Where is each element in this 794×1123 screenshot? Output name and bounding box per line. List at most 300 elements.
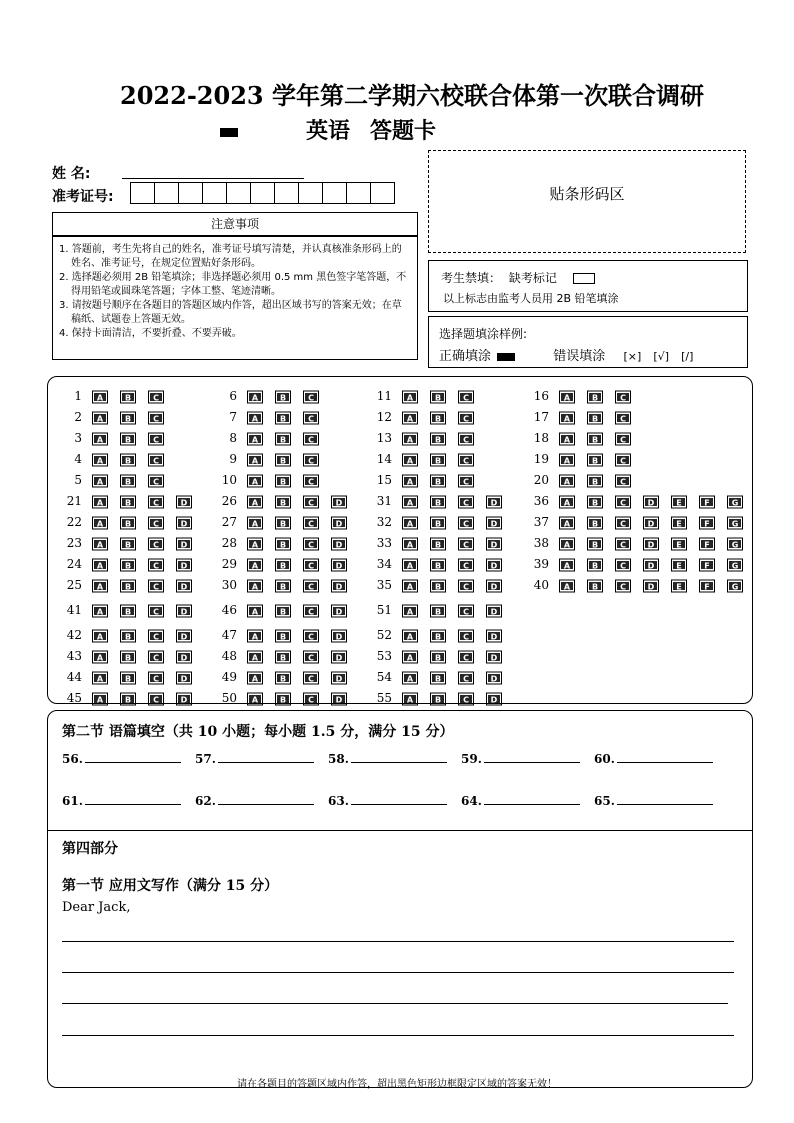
answer-bubble-c[interactable] (458, 411, 474, 425)
question-55 (370, 691, 514, 706)
answer-bubble-c[interactable] (615, 537, 631, 551)
answer-bubble-b[interactable] (275, 604, 291, 618)
answer-bubble-b[interactable] (275, 495, 291, 509)
answer-bubble-d[interactable] (486, 604, 502, 618)
svg-text:B: B (124, 498, 132, 507)
answer-bubble-d[interactable] (486, 629, 502, 643)
answer-bubble-d[interactable] (486, 537, 502, 551)
answer-bubble-b[interactable] (430, 579, 446, 593)
answer-bubble-c[interactable] (148, 692, 164, 706)
blank-line[interactable] (484, 762, 580, 763)
answer-bubble-b[interactable] (587, 432, 603, 446)
answer-bubble-a[interactable] (247, 474, 263, 488)
subtitle (220, 114, 436, 145)
answer-bubble-c[interactable] (615, 432, 631, 446)
answer-bubble-a[interactable] (402, 495, 418, 509)
answer-bubble-c[interactable] (148, 474, 164, 488)
answer-bubble-c[interactable] (303, 671, 319, 685)
blank-63[interactable] (328, 794, 447, 808)
answer-bubble-b[interactable] (587, 495, 603, 509)
answer-bubble-b[interactable] (275, 650, 291, 664)
answer-bubble-c[interactable] (458, 537, 474, 551)
blank-line[interactable] (617, 762, 713, 763)
answer-bubble-e[interactable] (671, 537, 687, 551)
answer-bubble-c[interactable] (303, 579, 319, 593)
svg-text:F: F (704, 498, 710, 507)
answer-bubble-c[interactable] (148, 495, 164, 509)
answer-bubble-e[interactable] (671, 558, 687, 572)
answer-bubble-c[interactable] (615, 453, 631, 467)
svg-text:C: C (620, 477, 626, 486)
answer-bubble-b[interactable] (587, 453, 603, 467)
answer-bubble-b[interactable] (275, 579, 291, 593)
answer-bubble-c[interactable] (615, 558, 631, 572)
writing-line[interactable] (62, 1003, 728, 1004)
answer-bubble-c[interactable] (148, 411, 164, 425)
answer-bubble-b[interactable] (587, 411, 603, 425)
answer-bubble-d[interactable] (643, 558, 659, 572)
answer-bubble-a[interactable] (247, 692, 263, 706)
answer-bubble-a[interactable] (92, 432, 108, 446)
answer-bubble-a[interactable] (402, 558, 418, 572)
question-number: 17 (533, 410, 549, 424)
answer-bubble-b[interactable] (430, 671, 446, 685)
answer-bubble-b[interactable] (120, 537, 136, 551)
answer-bubble-b[interactable] (430, 495, 446, 509)
answer-bubble-a[interactable] (402, 474, 418, 488)
answer-bubble-c[interactable] (303, 558, 319, 572)
answer-bubble-b[interactable] (430, 411, 446, 425)
answer-bubble-a[interactable] (559, 558, 575, 572)
blank-59[interactable] (461, 752, 580, 766)
answer-bubble-d[interactable] (486, 516, 502, 530)
question-number: 32 (376, 515, 392, 529)
answer-bubble-b[interactable] (275, 453, 291, 467)
answer-bubble-a[interactable] (402, 650, 418, 664)
answer-bubble-a[interactable] (559, 411, 575, 425)
svg-text:C: C (308, 695, 314, 704)
answer-bubble-b[interactable] (430, 390, 446, 404)
answer-bubble-a[interactable] (559, 432, 575, 446)
answer-bubble-b[interactable] (275, 390, 291, 404)
answer-bubble-c[interactable] (615, 579, 631, 593)
answer-bubble-c[interactable] (148, 453, 164, 467)
svg-text:C: C (620, 540, 626, 549)
answer-bubble-d[interactable] (331, 629, 347, 643)
question-3 (60, 431, 176, 446)
answer-bubble-e[interactable] (671, 579, 687, 593)
question-1 (60, 389, 176, 404)
answer-bubble-c[interactable] (615, 516, 631, 530)
answer-bubble-b[interactable] (120, 390, 136, 404)
answer-bubble-b[interactable] (587, 558, 603, 572)
answer-bubble-c[interactable] (458, 453, 474, 467)
answer-bubble-d[interactable] (331, 650, 347, 664)
writing-line[interactable] (62, 1035, 734, 1036)
answer-bubble-a[interactable] (92, 537, 108, 551)
answer-bubble-a[interactable] (92, 579, 108, 593)
blank-line[interactable] (351, 762, 447, 763)
answer-bubble-c[interactable] (303, 495, 319, 509)
answer-bubble-c[interactable] (615, 390, 631, 404)
answer-bubble-f[interactable] (699, 516, 715, 530)
answer-bubble-a[interactable] (402, 671, 418, 685)
answer-bubble-c[interactable] (303, 474, 319, 488)
answer-bubble-a[interactable] (559, 495, 575, 509)
answer-bubble-a[interactable] (92, 692, 108, 706)
answer-bubble-c[interactable] (303, 629, 319, 643)
answer-bubble-a[interactable] (559, 474, 575, 488)
answer-bubble-b[interactable] (430, 453, 446, 467)
answer-bubble-a[interactable] (402, 537, 418, 551)
question-53 (370, 649, 514, 664)
answer-bubble-d[interactable] (176, 629, 192, 643)
blank-64[interactable] (461, 794, 580, 808)
blank-56[interactable] (62, 752, 181, 766)
answer-bubble-d[interactable] (331, 537, 347, 551)
answer-bubble-c[interactable] (148, 516, 164, 530)
svg-text:B: B (124, 674, 132, 683)
answer-bubble-b[interactable] (430, 650, 446, 664)
answer-bubble-b[interactable] (430, 558, 446, 572)
answer-bubble-c[interactable] (615, 411, 631, 425)
answer-bubble-e[interactable] (671, 516, 687, 530)
blank-65[interactable] (594, 794, 713, 808)
svg-text:A: A (251, 561, 259, 570)
answer-bubble-c[interactable] (458, 390, 474, 404)
question-number: 44 (66, 670, 82, 684)
blank-line[interactable] (85, 804, 181, 805)
svg-text:C: C (308, 653, 314, 662)
answer-bubble-b[interactable] (120, 629, 136, 643)
answer-bubble-f[interactable] (699, 495, 715, 509)
answer-bubble-a[interactable] (247, 650, 263, 664)
answer-bubble-c[interactable] (148, 390, 164, 404)
question-27 (215, 515, 359, 530)
answer-bubble-a[interactable] (247, 390, 263, 404)
answer-bubble-g[interactable] (727, 495, 743, 509)
writing-line[interactable] (62, 941, 734, 942)
answer-bubble-g[interactable] (727, 558, 743, 572)
answer-bubble-b[interactable] (275, 671, 291, 685)
answer-bubble-d[interactable] (331, 579, 347, 593)
answer-bubble-c[interactable] (458, 495, 474, 509)
answer-bubble-b[interactable] (430, 474, 446, 488)
svg-text:C: C (153, 674, 159, 683)
answer-bubble-a[interactable] (92, 629, 108, 643)
answer-bubble-d[interactable] (176, 516, 192, 530)
blank-line[interactable] (218, 804, 314, 805)
answer-bubble-a[interactable] (559, 516, 575, 530)
answer-bubble-d[interactable] (176, 604, 192, 618)
answer-bubble-f[interactable] (699, 579, 715, 593)
question-4 (60, 452, 176, 467)
answer-bubble-a[interactable] (92, 495, 108, 509)
answer-bubble-d[interactable] (331, 495, 347, 509)
question-52 (370, 628, 514, 643)
answer-bubble-b[interactable] (275, 432, 291, 446)
answer-bubble-d[interactable] (176, 579, 192, 593)
answer-bubble-d[interactable] (486, 692, 502, 706)
blank-58[interactable] (328, 752, 447, 766)
answer-bubble-b[interactable] (120, 495, 136, 509)
answer-bubble-c[interactable] (615, 495, 631, 509)
answer-bubble-b[interactable] (430, 692, 446, 706)
answer-bubble-g[interactable] (727, 537, 743, 551)
question-50 (215, 691, 359, 706)
name-field[interactable] (122, 178, 304, 179)
answer-bubble-d[interactable] (176, 692, 192, 706)
answer-bubble-d[interactable] (331, 604, 347, 618)
answer-bubble-d[interactable] (176, 671, 192, 685)
answer-bubble-e[interactable] (671, 495, 687, 509)
answer-bubble-c[interactable] (148, 579, 164, 593)
svg-text:B: B (434, 561, 442, 570)
answer-bubble-c[interactable] (303, 692, 319, 706)
answer-bubble-a[interactable] (559, 390, 575, 404)
answer-bubble-a[interactable] (92, 650, 108, 664)
question-number: 39 (533, 557, 549, 571)
svg-text:B: B (434, 607, 442, 616)
answer-bubble-b[interactable] (120, 671, 136, 685)
answer-bubble-a[interactable] (402, 629, 418, 643)
svg-text:A: A (96, 456, 104, 465)
answer-bubble-a[interactable] (92, 411, 108, 425)
answer-bubble-b[interactable] (587, 579, 603, 593)
answer-bubble-b[interactable] (120, 692, 136, 706)
answer-bubble-d[interactable] (643, 516, 659, 530)
answer-bubble-b[interactable] (120, 650, 136, 664)
svg-text:A: A (406, 632, 414, 641)
answer-bubble-b[interactable] (275, 516, 291, 530)
answer-bubble-b[interactable] (120, 579, 136, 593)
answer-bubble-b[interactable] (120, 604, 136, 618)
answer-bubble-b[interactable] (120, 453, 136, 467)
answer-bubble-a[interactable] (559, 537, 575, 551)
svg-text:B: B (591, 519, 599, 528)
svg-text:B: B (279, 540, 287, 549)
svg-text:C: C (308, 477, 314, 486)
absent-mark-box[interactable] (573, 273, 595, 284)
svg-text:A: A (96, 435, 104, 444)
question-number: 14 (376, 452, 392, 466)
question-40 (527, 578, 755, 593)
svg-text:A: A (251, 607, 259, 616)
answer-bubble-a[interactable] (92, 604, 108, 618)
answer-bubble-a[interactable] (92, 671, 108, 685)
answer-bubble-a[interactable] (247, 453, 263, 467)
answer-bubble-d[interactable] (486, 495, 502, 509)
answer-bubble-a[interactable] (247, 629, 263, 643)
svg-text:C: C (620, 519, 626, 528)
svg-text:C: C (308, 607, 314, 616)
answer-bubble-c[interactable] (148, 537, 164, 551)
answer-bubble-g[interactable] (727, 579, 743, 593)
answer-bubble-d[interactable] (331, 692, 347, 706)
answer-bubble-d[interactable] (176, 650, 192, 664)
question-45 (60, 691, 204, 706)
question-number: 23 (66, 536, 82, 550)
answer-bubble-b[interactable] (275, 537, 291, 551)
question-number: 36 (533, 494, 549, 508)
answer-bubble-a[interactable] (402, 432, 418, 446)
answer-bubble-b[interactable] (120, 411, 136, 425)
answer-bubble-c[interactable] (148, 604, 164, 618)
answer-bubble-d[interactable] (643, 579, 659, 593)
blank-60[interactable] (594, 752, 713, 766)
answer-bubble-a[interactable] (402, 604, 418, 618)
answer-bubble-d[interactable] (176, 495, 192, 509)
answer-bubble-c[interactable] (303, 453, 319, 467)
answer-bubble-c[interactable] (615, 474, 631, 488)
svg-text:B: B (434, 582, 442, 591)
answer-bubble-a[interactable] (402, 453, 418, 467)
answer-bubble-a[interactable] (247, 671, 263, 685)
answer-bubble-d[interactable] (643, 537, 659, 551)
answer-bubble-c[interactable] (148, 629, 164, 643)
answer-bubble-d[interactable] (176, 537, 192, 551)
question-number: 4 (74, 452, 82, 466)
answer-bubble-b[interactable] (430, 604, 446, 618)
answer-bubble-a[interactable] (247, 432, 263, 446)
answer-bubble-c[interactable] (303, 432, 319, 446)
answer-bubble-b[interactable] (120, 474, 136, 488)
answer-bubble-a[interactable] (247, 604, 263, 618)
blank-61[interactable] (62, 794, 181, 808)
answer-bubble-d[interactable] (176, 558, 192, 572)
answer-bubble-c[interactable] (148, 650, 164, 664)
svg-text:A: A (251, 540, 259, 549)
answer-bubble-d[interactable] (643, 495, 659, 509)
svg-text:D: D (490, 695, 498, 704)
answer-bubble-c[interactable] (458, 432, 474, 446)
svg-text:B: B (124, 456, 132, 465)
blank-line[interactable] (218, 762, 314, 763)
answer-bubble-c[interactable] (303, 537, 319, 551)
answer-bubble-a[interactable] (247, 537, 263, 551)
svg-text:D: D (490, 498, 498, 507)
svg-text:A: A (96, 414, 104, 423)
writing-line[interactable] (62, 972, 734, 973)
answer-bubble-c[interactable] (458, 579, 474, 593)
svg-text:A: A (96, 561, 104, 570)
answer-bubble-b[interactable] (275, 474, 291, 488)
answer-bubble-a[interactable] (247, 579, 263, 593)
answer-bubble-b[interactable] (430, 432, 446, 446)
answer-bubble-c[interactable] (458, 604, 474, 618)
answer-bubble-a[interactable] (247, 558, 263, 572)
answer-bubble-a[interactable] (559, 579, 575, 593)
answer-bubble-c[interactable] (303, 411, 319, 425)
answer-bubble-a[interactable] (247, 495, 263, 509)
answer-bubble-d[interactable] (486, 671, 502, 685)
answer-bubble-c[interactable] (458, 692, 474, 706)
blank-line[interactable] (85, 762, 181, 763)
notice-title: 注意事项 (52, 212, 418, 236)
answer-bubble-d[interactable] (331, 516, 347, 530)
answer-bubble-b[interactable] (430, 516, 446, 530)
answer-bubble-c[interactable] (148, 558, 164, 572)
answer-bubble-b[interactable] (275, 558, 291, 572)
answer-bubble-a[interactable] (402, 411, 418, 425)
answer-bubble-d[interactable] (486, 650, 502, 664)
answer-bubble-b[interactable] (275, 629, 291, 643)
answer-bubble-c[interactable] (458, 650, 474, 664)
answer-bubble-a[interactable] (92, 558, 108, 572)
answer-bubble-d[interactable] (331, 558, 347, 572)
blank-62[interactable] (195, 794, 314, 808)
answer-bubble-a[interactable] (402, 579, 418, 593)
answer-bubble-b[interactable] (587, 516, 603, 530)
question-35 (370, 578, 514, 593)
answer-bubble-g[interactable] (727, 516, 743, 530)
answer-bubble-c[interactable] (458, 629, 474, 643)
answer-bubble-b[interactable] (587, 537, 603, 551)
answer-bubble-c[interactable] (458, 671, 474, 685)
answer-bubble-c[interactable] (458, 516, 474, 530)
svg-text:D: D (335, 498, 343, 507)
svg-text:A: A (96, 540, 104, 549)
answer-bubble-a[interactable] (402, 692, 418, 706)
answer-bubble-a[interactable] (92, 474, 108, 488)
answer-bubble-b[interactable] (430, 537, 446, 551)
answer-bubble-b[interactable] (587, 390, 603, 404)
answer-bubble-a[interactable] (92, 516, 108, 530)
answer-bubble-b[interactable] (275, 411, 291, 425)
answer-bubble-c[interactable] (148, 432, 164, 446)
answer-bubble-a[interactable] (92, 390, 108, 404)
answer-bubble-d[interactable] (486, 579, 502, 593)
answer-bubble-d[interactable] (331, 671, 347, 685)
answer-bubble-c[interactable] (148, 671, 164, 685)
answer-bubble-b[interactable] (120, 516, 136, 530)
answer-bubble-a[interactable] (247, 516, 263, 530)
answer-bubble-b[interactable] (120, 432, 136, 446)
answer-bubble-c[interactable] (303, 390, 319, 404)
answer-bubble-a[interactable] (92, 453, 108, 467)
blank-57[interactable] (195, 752, 314, 766)
answer-bubble-d[interactable] (486, 558, 502, 572)
svg-text:A: A (251, 435, 259, 444)
answer-bubble-a[interactable] (402, 516, 418, 530)
answer-bubble-f[interactable] (699, 558, 715, 572)
answer-bubble-c[interactable] (458, 558, 474, 572)
id-cells[interactable] (130, 182, 394, 204)
answer-bubble-b[interactable] (587, 474, 603, 488)
svg-text:D: D (647, 582, 655, 591)
answer-bubble-b[interactable] (275, 692, 291, 706)
answer-bubble-c[interactable] (303, 604, 319, 618)
answer-bubble-a[interactable] (559, 453, 575, 467)
answer-bubble-c[interactable] (303, 650, 319, 664)
blank-line[interactable] (351, 804, 447, 805)
answer-bubble-b[interactable] (430, 629, 446, 643)
svg-text:F: F (704, 582, 710, 591)
answer-bubble-a[interactable] (402, 390, 418, 404)
answer-bubble-a[interactable] (247, 411, 263, 425)
svg-text:G: G (731, 582, 739, 591)
answer-bubble-c[interactable] (303, 516, 319, 530)
svg-text:A: A (96, 393, 104, 402)
answer-bubble-f[interactable] (699, 537, 715, 551)
blank-line[interactable] (617, 804, 713, 805)
answer-bubble-b[interactable] (120, 558, 136, 572)
blank-number: 59. (461, 752, 482, 766)
svg-text:D: D (180, 582, 188, 591)
blank-line[interactable] (484, 804, 580, 805)
answer-bubble-c[interactable] (458, 474, 474, 488)
blank-number: 56. (62, 752, 83, 766)
